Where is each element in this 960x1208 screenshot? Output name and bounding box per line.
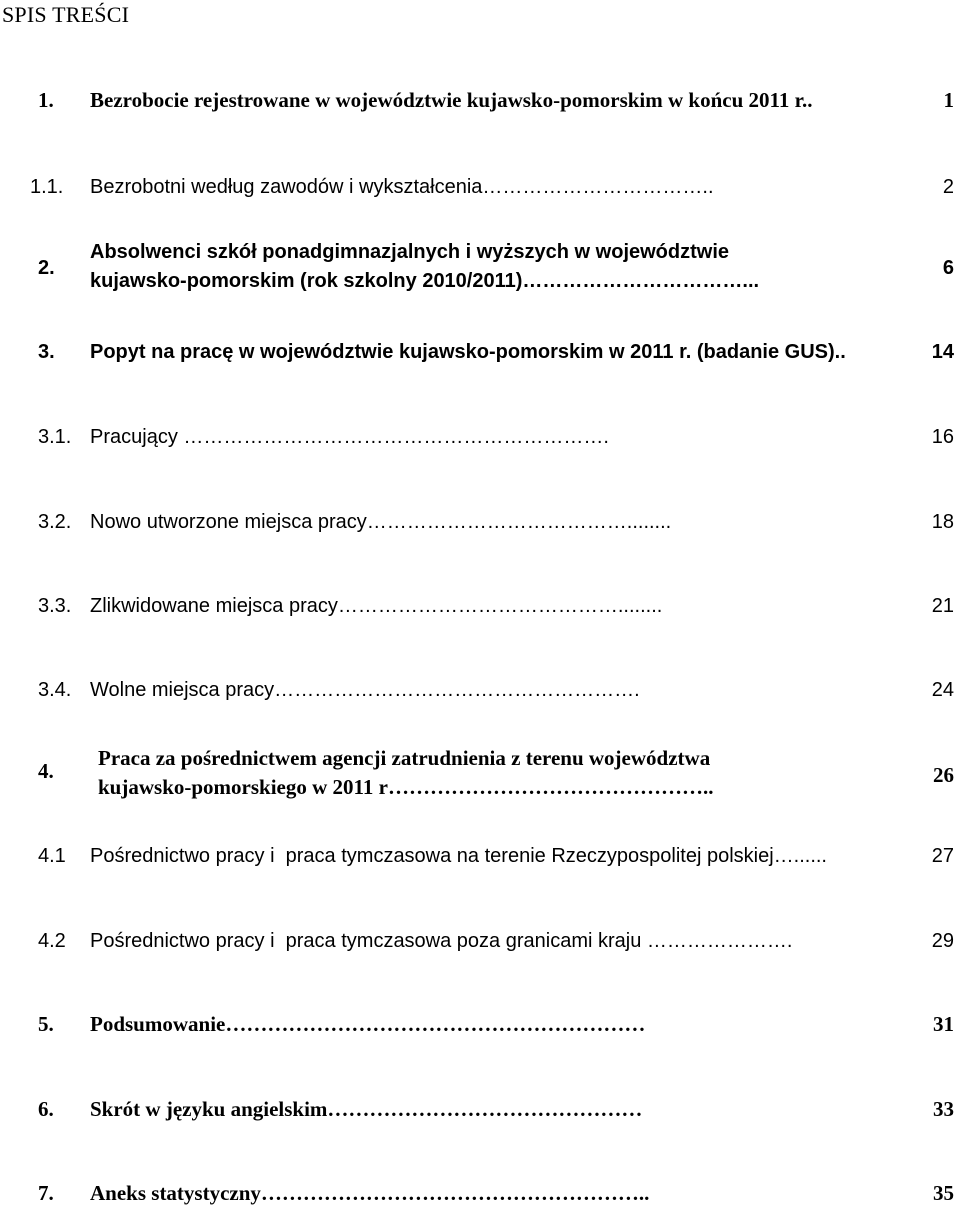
toc-entry-number: 3.4. (38, 679, 72, 701)
toc-entry-title: Bezrobotni według zawodów i wykształcenia…………………………….. (90, 176, 714, 198)
toc-entry-title: Podsumowanie…………………………………………………… (90, 1012, 651, 1036)
toc-entry-title: Pośrednictwo pracy i praca tymczasowa na terenie Rzeczypospolitej polskiej…...... (90, 845, 827, 867)
toc-entry-title-line1: Absolwenci szkół ponadgimnazjalnych i wyższych w województwie (90, 241, 730, 263)
toc-entry-title: Pośrednictwo pracy i praca tymczasowa poza granicami kraju …………………. (90, 930, 793, 952)
toc-entry-number: 5. (38, 1012, 54, 1036)
toc-entry-number: 7. (38, 1181, 54, 1205)
toc-entry-title-line2: kujawsko-pomorskiego w 2011 r……………………………………….. (98, 775, 714, 799)
toc-entry-title: Popyt na pracę w województwie kujawsko-pomorskim w 2011 r. (badanie GUS).. (90, 341, 846, 363)
toc-entry-number: 6. (38, 1097, 54, 1121)
toc-entry-number: 4. (38, 759, 54, 783)
toc-entry-number: 3.1. (38, 426, 72, 448)
toc-entry-title-line1: Praca za pośrednictwem agencji zatrudnienia z terenu województwa (98, 746, 711, 770)
toc-entry-number: 3. (38, 341, 55, 363)
toc-entry-number: 4.1 (38, 845, 66, 867)
toc-entry-number: 1.1. (30, 176, 64, 198)
toc-entry-number: 3.3. (38, 595, 72, 617)
toc-entry-page: 31 (933, 1012, 954, 1036)
toc-entry-page: 33 (933, 1097, 954, 1121)
toc-title: SPIS TREŚCI (2, 2, 130, 27)
toc-entry-page: 16 (931, 426, 954, 448)
toc-entry-page: 27 (931, 845, 954, 867)
toc-entry-title: Pracujący ………………………………………………………. (90, 426, 609, 448)
toc-entry-title: Nowo utworzone miejsca pracy…………………………………........ (90, 511, 672, 533)
toc-entry-number: 4.2 (38, 930, 66, 952)
toc-entry-page: 26 (933, 763, 954, 787)
toc-entry-page: 6 (942, 257, 954, 279)
toc-entry-page: 18 (931, 511, 954, 533)
toc-entry-page: 1 (943, 88, 954, 112)
toc-entry-page: 29 (931, 930, 954, 952)
toc-entry-number: 2. (38, 257, 55, 279)
toc-entry-page: 21 (931, 595, 954, 617)
toc-entry-page: 2 (942, 176, 954, 198)
toc-entry-title: Bezrobocie rejestrowane w województwie kujawsko-pomorskim w końcu 2011 r.. (90, 88, 813, 112)
toc-entry-number: 1. (38, 88, 54, 112)
toc-entry-page: 35 (933, 1181, 954, 1205)
toc-entry-title: Zlikwidowane miejsca pracy……………………………………........ (90, 595, 663, 617)
toc-entry-title: Skrót w języku angielskim……………………………………… (90, 1097, 648, 1121)
toc-entry-2[interactable] (0, 238, 960, 298)
toc-entry-page: 14 (931, 341, 954, 363)
toc-entry-title: Aneks statystyczny……………………………………………….. (90, 1181, 650, 1205)
toc-entry-4[interactable] (0, 744, 960, 804)
toc-entry-title-line2: kujawsko-pomorskim (rok szkolny 2010/2011)……………………………... (90, 270, 760, 292)
toc-entry-page: 24 (931, 679, 954, 701)
toc-entry-title: Wolne miejsca pracy………………………………………………. (90, 679, 640, 701)
toc-entry-number: 3.2. (38, 511, 72, 533)
